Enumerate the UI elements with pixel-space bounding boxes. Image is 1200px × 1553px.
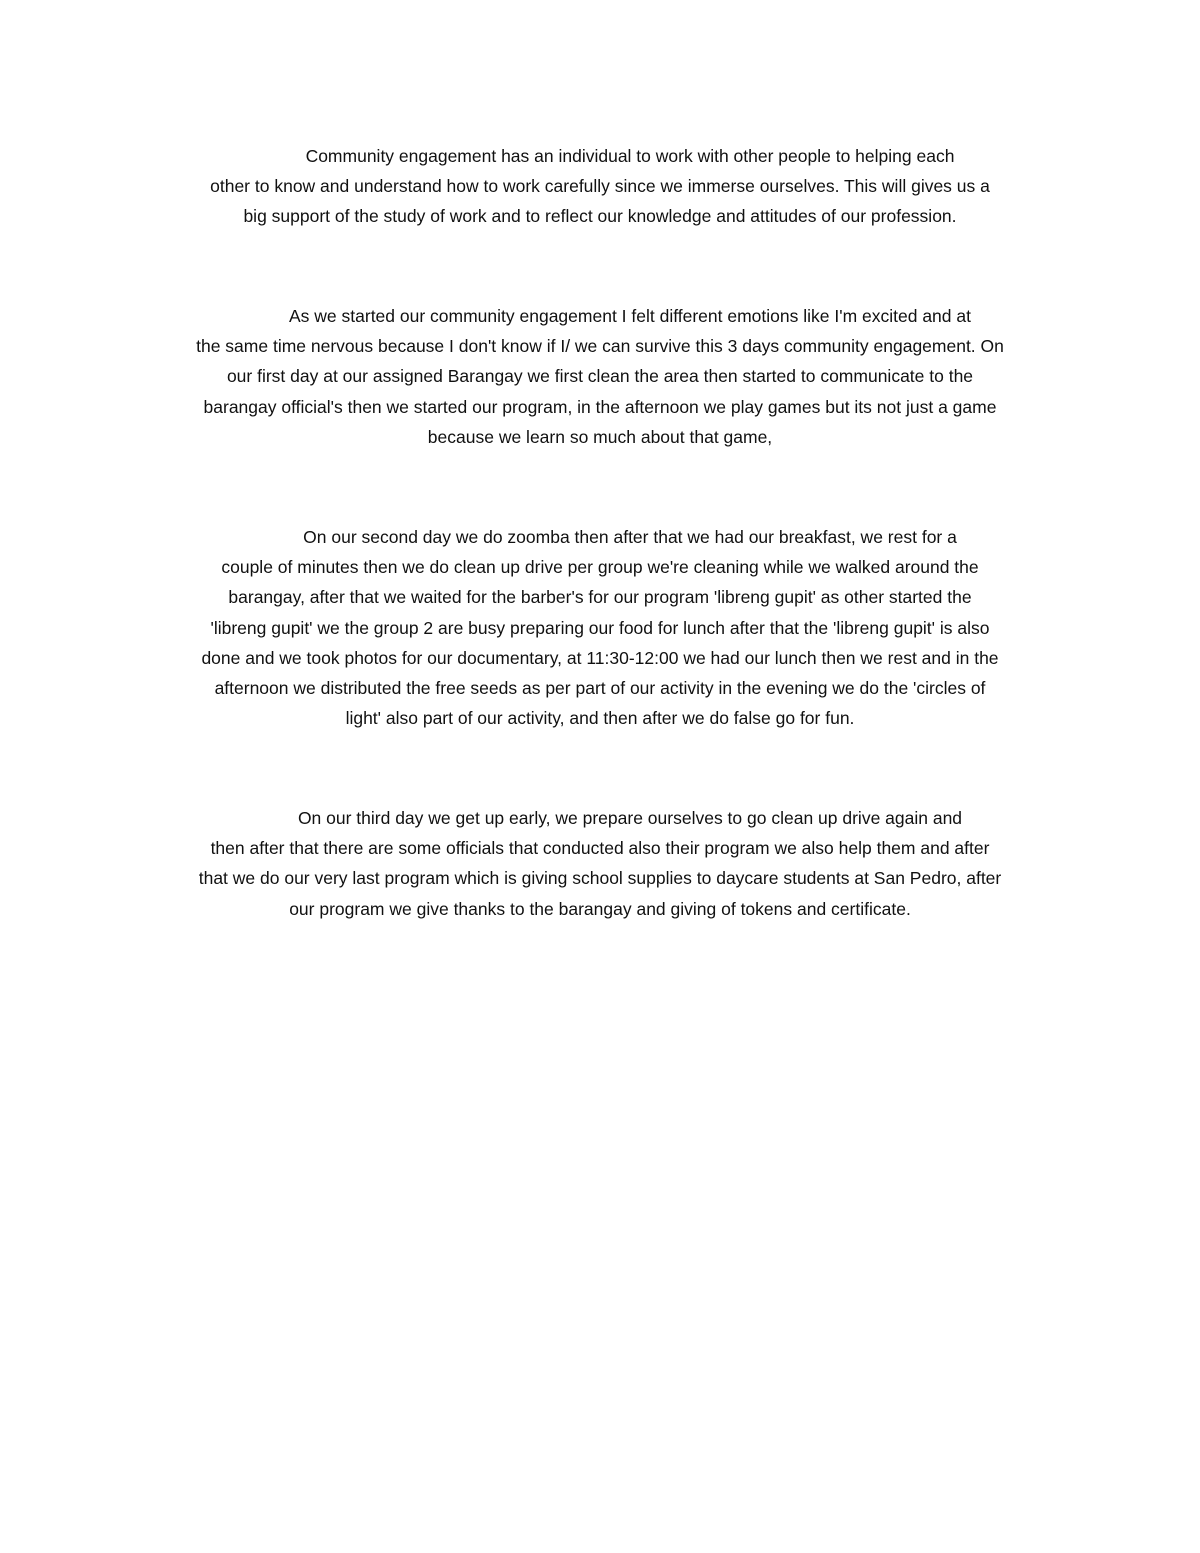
paragraph-second-day <box>140 522 1060 733</box>
paragraph-line: big support of the study of work and to reflect our knowledge and attitudes of our profession. <box>243 206 957 227</box>
paragraph-line: barangay official's then we started our program, in the afternoon we play games but its not just a game <box>203 396 997 417</box>
paragraph-line: afternoon we distributed the free seeds as per part of our activity in the evening we do the 'circles of <box>214 677 986 698</box>
paragraph-line: our program we give thanks to the barangay and giving of tokens and certificate. <box>289 898 911 919</box>
paragraph-first-day <box>140 301 1060 452</box>
paragraph-line: done and we took photos for our documentary, at 11:30-12:00 we had our lunch then we rest and in the <box>201 647 999 668</box>
paragraph-line: other to know and understand how to work carefully since we immerse ourselves. This will gives us a <box>210 176 990 197</box>
paragraph-line: On our third day we get up early, we prepare ourselves to go clean up drive again and <box>297 808 963 828</box>
paragraph-line: On our second day we do zoomba then after that we had our breakfast, we rest for a <box>303 527 957 547</box>
paragraph-line: Community engagement has an individual to work with other people to helping each <box>305 146 955 166</box>
paragraph-line: because we learn so much about that game, <box>427 426 773 447</box>
paragraph-line: our first day at our assigned Barangay we first clean the area then started to communicate to the <box>226 366 974 387</box>
paragraph-line: that we do our very last program which is giving school supplies to daycare students at San Pedro, after <box>198 868 1002 889</box>
paragraph-line: then after that there are some officials that conducted also their program we also help them and after <box>210 838 990 859</box>
paragraph-third-day <box>140 803 1060 924</box>
paragraph-line: As we started our community engagement I felt different emotions like I'm excited and at <box>289 306 971 326</box>
paragraph-line: light' also part of our activity, and then after we do false go for fun. <box>345 708 855 729</box>
paragraph-introduction <box>140 141 1060 232</box>
paragraph-line: 'libreng gupit' we the group 2 are busy preparing our food for lunch after that the 'libreng gupit' is also <box>210 617 990 638</box>
paragraph-line: couple of minutes then we do clean up drive per group we're cleaning while we walked around the <box>221 557 979 578</box>
paragraph-line: barangay, after that we waited for the barber's for our program 'libreng gupit' as other started the <box>228 587 972 608</box>
paragraph-line: the same time nervous because I don't know if I/ we can survive this 3 days community engagement. On <box>196 336 1004 357</box>
